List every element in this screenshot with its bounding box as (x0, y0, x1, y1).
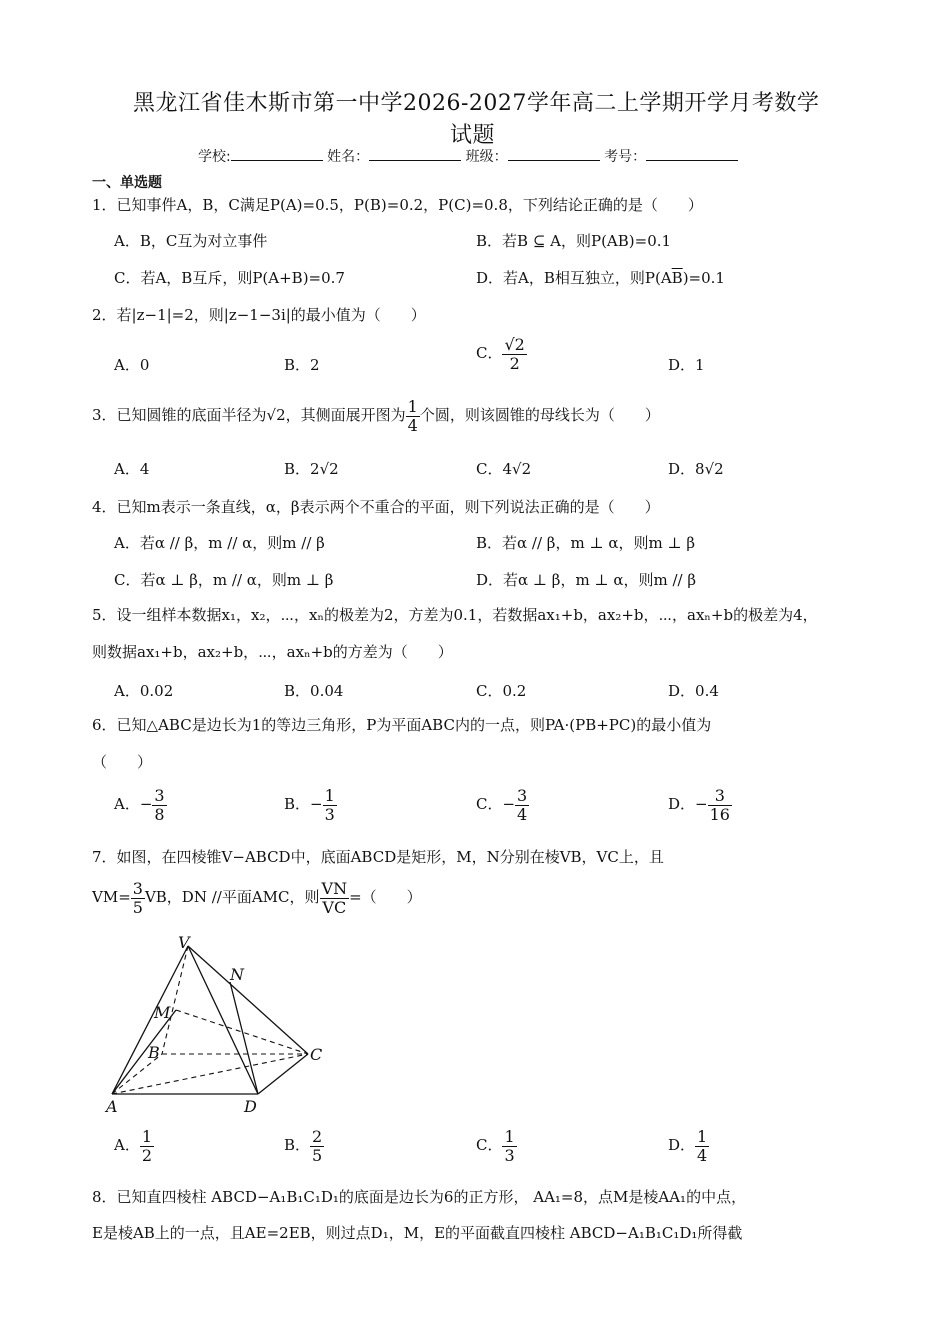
label-a: A (106, 1097, 118, 1116)
segment-dn (230, 982, 258, 1094)
q6-d-den: 16 (709, 804, 730, 824)
page-title-line2: 试题 (450, 123, 496, 148)
q3-stem-a: 3．已知圆锥的底面半径为√2，其侧面展开图为 (92, 406, 406, 425)
label-n: N (230, 965, 244, 984)
q3-stem (92, 398, 660, 434)
name-label: 姓名： (327, 149, 370, 165)
q6-a-den: 8 (154, 804, 165, 824)
label-d: D (244, 1097, 257, 1116)
q8-stem-line1: 8．已知直四棱柱 ABCD−A₁B₁C₁D₁的底面是边长为6的正方形， AA₁=8，点M是棱AA₁的中点， (92, 1188, 747, 1206)
label-m: M (154, 1003, 171, 1022)
q2-option-a: A．0 (114, 356, 150, 374)
school-blank (231, 148, 323, 161)
q6-a-num: 3 (154, 786, 165, 805)
q4-option-b: B．若α // β，m ⊥ α，则m ⊥ β (476, 534, 696, 552)
edge-vc (188, 946, 308, 1054)
q7-d-den: 4 (697, 1145, 708, 1165)
student-info (198, 146, 738, 166)
q7-a-label: A． (114, 1136, 140, 1155)
q3-option-d: D．8√2 (668, 460, 724, 478)
edge-vb-hidden (162, 946, 188, 1054)
id-label: 考号： (604, 149, 647, 165)
q3-option-b: B．2√2 (284, 460, 339, 478)
q2-c-den: 2 (509, 353, 520, 373)
q6-d-label: D．− (668, 795, 708, 814)
q7-b-num: 2 (312, 1127, 323, 1146)
edge-vd (188, 946, 258, 1094)
q7-c-label: C． (476, 1136, 503, 1155)
label-c: C (310, 1045, 323, 1064)
diagonal-ac-hidden (112, 1054, 308, 1094)
q6-option-a (114, 787, 167, 823)
q7-option-c (476, 1128, 517, 1164)
label-b: B (148, 1043, 160, 1062)
q1-option-b: B．若B ⊆ A，则P(AB)=0.1 (476, 232, 672, 250)
q6-c-label: C．− (476, 795, 516, 814)
q4-option-a: A．若α // β，m // α，则m // β (114, 534, 325, 552)
q7-option-d (668, 1128, 709, 1164)
q2-option-b: B．2 (284, 356, 320, 374)
q3-stem-b: 个圆，则该圆锥的母线长为（ ） (419, 406, 660, 425)
q3-frac-num: 1 (407, 397, 418, 416)
q1-d-bar: $\overline{B}$ (671, 269, 683, 287)
q6-option-d (668, 787, 732, 823)
q6-c-num: 3 (517, 786, 528, 805)
q2-option-d: D．1 (668, 356, 705, 374)
q7-a-den: 2 (141, 1145, 153, 1165)
q6-option-c (476, 787, 529, 823)
q7-option-a (114, 1128, 154, 1164)
q6-option-b (284, 787, 337, 823)
q2-c-num: √2 (504, 335, 525, 354)
q8-stem-line2: E是棱AB上的一点，且AE=2EB，则过点D₁，M，E的平面截直四棱柱 ABCD−A₁B₁C₁D₁所得截 (92, 1224, 743, 1242)
q4-option-d: D．若α ⊥ β，m ⊥ α，则m // β (476, 571, 697, 589)
q1-stem: 1．已知事件A，B，C满足P(A)=0.5，P(B)=0.2，P(C)=0.8，下列结论正确的是（ ） (92, 196, 703, 214)
q1-option-d (476, 267, 725, 288)
section-heading: 一、单选题 (92, 175, 162, 191)
q2-option-c (476, 336, 527, 372)
q1-d-pre: D．若A，B相互独立，则P(A (476, 269, 672, 287)
q1-option-c: C．若A，B互斥，则P(A+B)=0.7 (114, 269, 345, 287)
q5-option-a: A．0.02 (114, 682, 174, 700)
q2-c-label: C． (476, 344, 503, 363)
q6-a-label: A．− (114, 795, 153, 814)
q7-frac1-den: 5 (132, 897, 143, 917)
q6-stem-line1: 6．已知△ABC是边长为1的等边三角形，P为平面ABC内的一点，则PA·(PB+PC)的最小值为 (92, 716, 712, 734)
label-v: V (178, 933, 190, 952)
class-label: 班级： (465, 149, 508, 165)
q7-frac1-num: 3 (132, 879, 143, 898)
q7-stem-c: =（ ） (349, 888, 422, 907)
q6-d-num: 3 (708, 787, 732, 806)
q6-b-num: 1 (324, 786, 335, 805)
q6-b-den: 3 (324, 804, 335, 824)
q3-option-a: A．4 (114, 460, 150, 478)
school-label: 学校: (198, 149, 231, 165)
page-title-line1: 黑龙江省佳木斯市第一中学2026-2027学年高二上学期开学月考数学 (133, 91, 820, 116)
q3-option-c: C．4√2 (476, 460, 532, 478)
q7-stem-a: VM= (92, 888, 131, 907)
q4-option-c: C．若α ⊥ β，m // α，则m ⊥ β (114, 571, 334, 589)
q7-stem-line1: 7．如图，在四棱锥V−ABCD中，底面ABCD是矩形，M，N分别在棱VB，VC上，且 (92, 848, 664, 866)
class-blank (508, 148, 600, 161)
q7-c-num: 1 (504, 1127, 515, 1146)
q4-stem: 4．已知m表示一条直线，α，β表示两个不重合的平面，则下列说法正确的是（ ） (92, 498, 660, 516)
q6-stem-line2: （ ） (92, 753, 153, 771)
q2-stem: 2．若|z−1|=2，则|z−1−3i|的最小值为（ ） (92, 306, 426, 324)
q7-a-num: 1 (141, 1127, 153, 1146)
q5-stem-line2: 则数据ax₁+b，ax₂+b，⋯，axₙ+b的方差为（ ） (92, 643, 453, 661)
q7-d-label: D． (668, 1136, 696, 1155)
edge-va (112, 946, 188, 1094)
q7-stem-line2 (92, 880, 422, 916)
q7-b-den: 5 (312, 1145, 323, 1165)
q5-option-c: C．0.2 (476, 682, 527, 700)
q7-stem-b: VB，DN //平面AMC，则 (144, 888, 320, 907)
q5-option-b: B．0.04 (284, 682, 344, 700)
q1-option-a: A．B，C互为对立事件 (114, 232, 268, 250)
q7-frac2-num: VN (321, 879, 348, 898)
q1-d-post: )=0.1 (682, 269, 725, 287)
q6-c-den: 4 (517, 804, 528, 824)
q5-option-d: D．0.4 (668, 682, 719, 700)
pyramid-figure (100, 930, 340, 1120)
id-blank (646, 148, 738, 161)
q7-frac2-den: VC (322, 897, 347, 917)
q7-c-den: 3 (504, 1145, 515, 1165)
q3-frac-den: 4 (407, 415, 418, 435)
edge-dc (258, 1054, 308, 1094)
segment-am (112, 1010, 176, 1094)
q6-b-label: B．− (284, 795, 323, 814)
q7-d-num: 1 (697, 1127, 708, 1146)
q7-b-label: B． (284, 1136, 311, 1155)
q7-option-b (284, 1128, 324, 1164)
name-blank (369, 148, 461, 161)
q5-stem-line1: 5．设一组样本数据x₁，x₂，⋯，xₙ的极差为2，方差为0.1，若数据ax₁+b，ax₂+b，⋯，axₙ+b的极差为4， (92, 606, 818, 624)
